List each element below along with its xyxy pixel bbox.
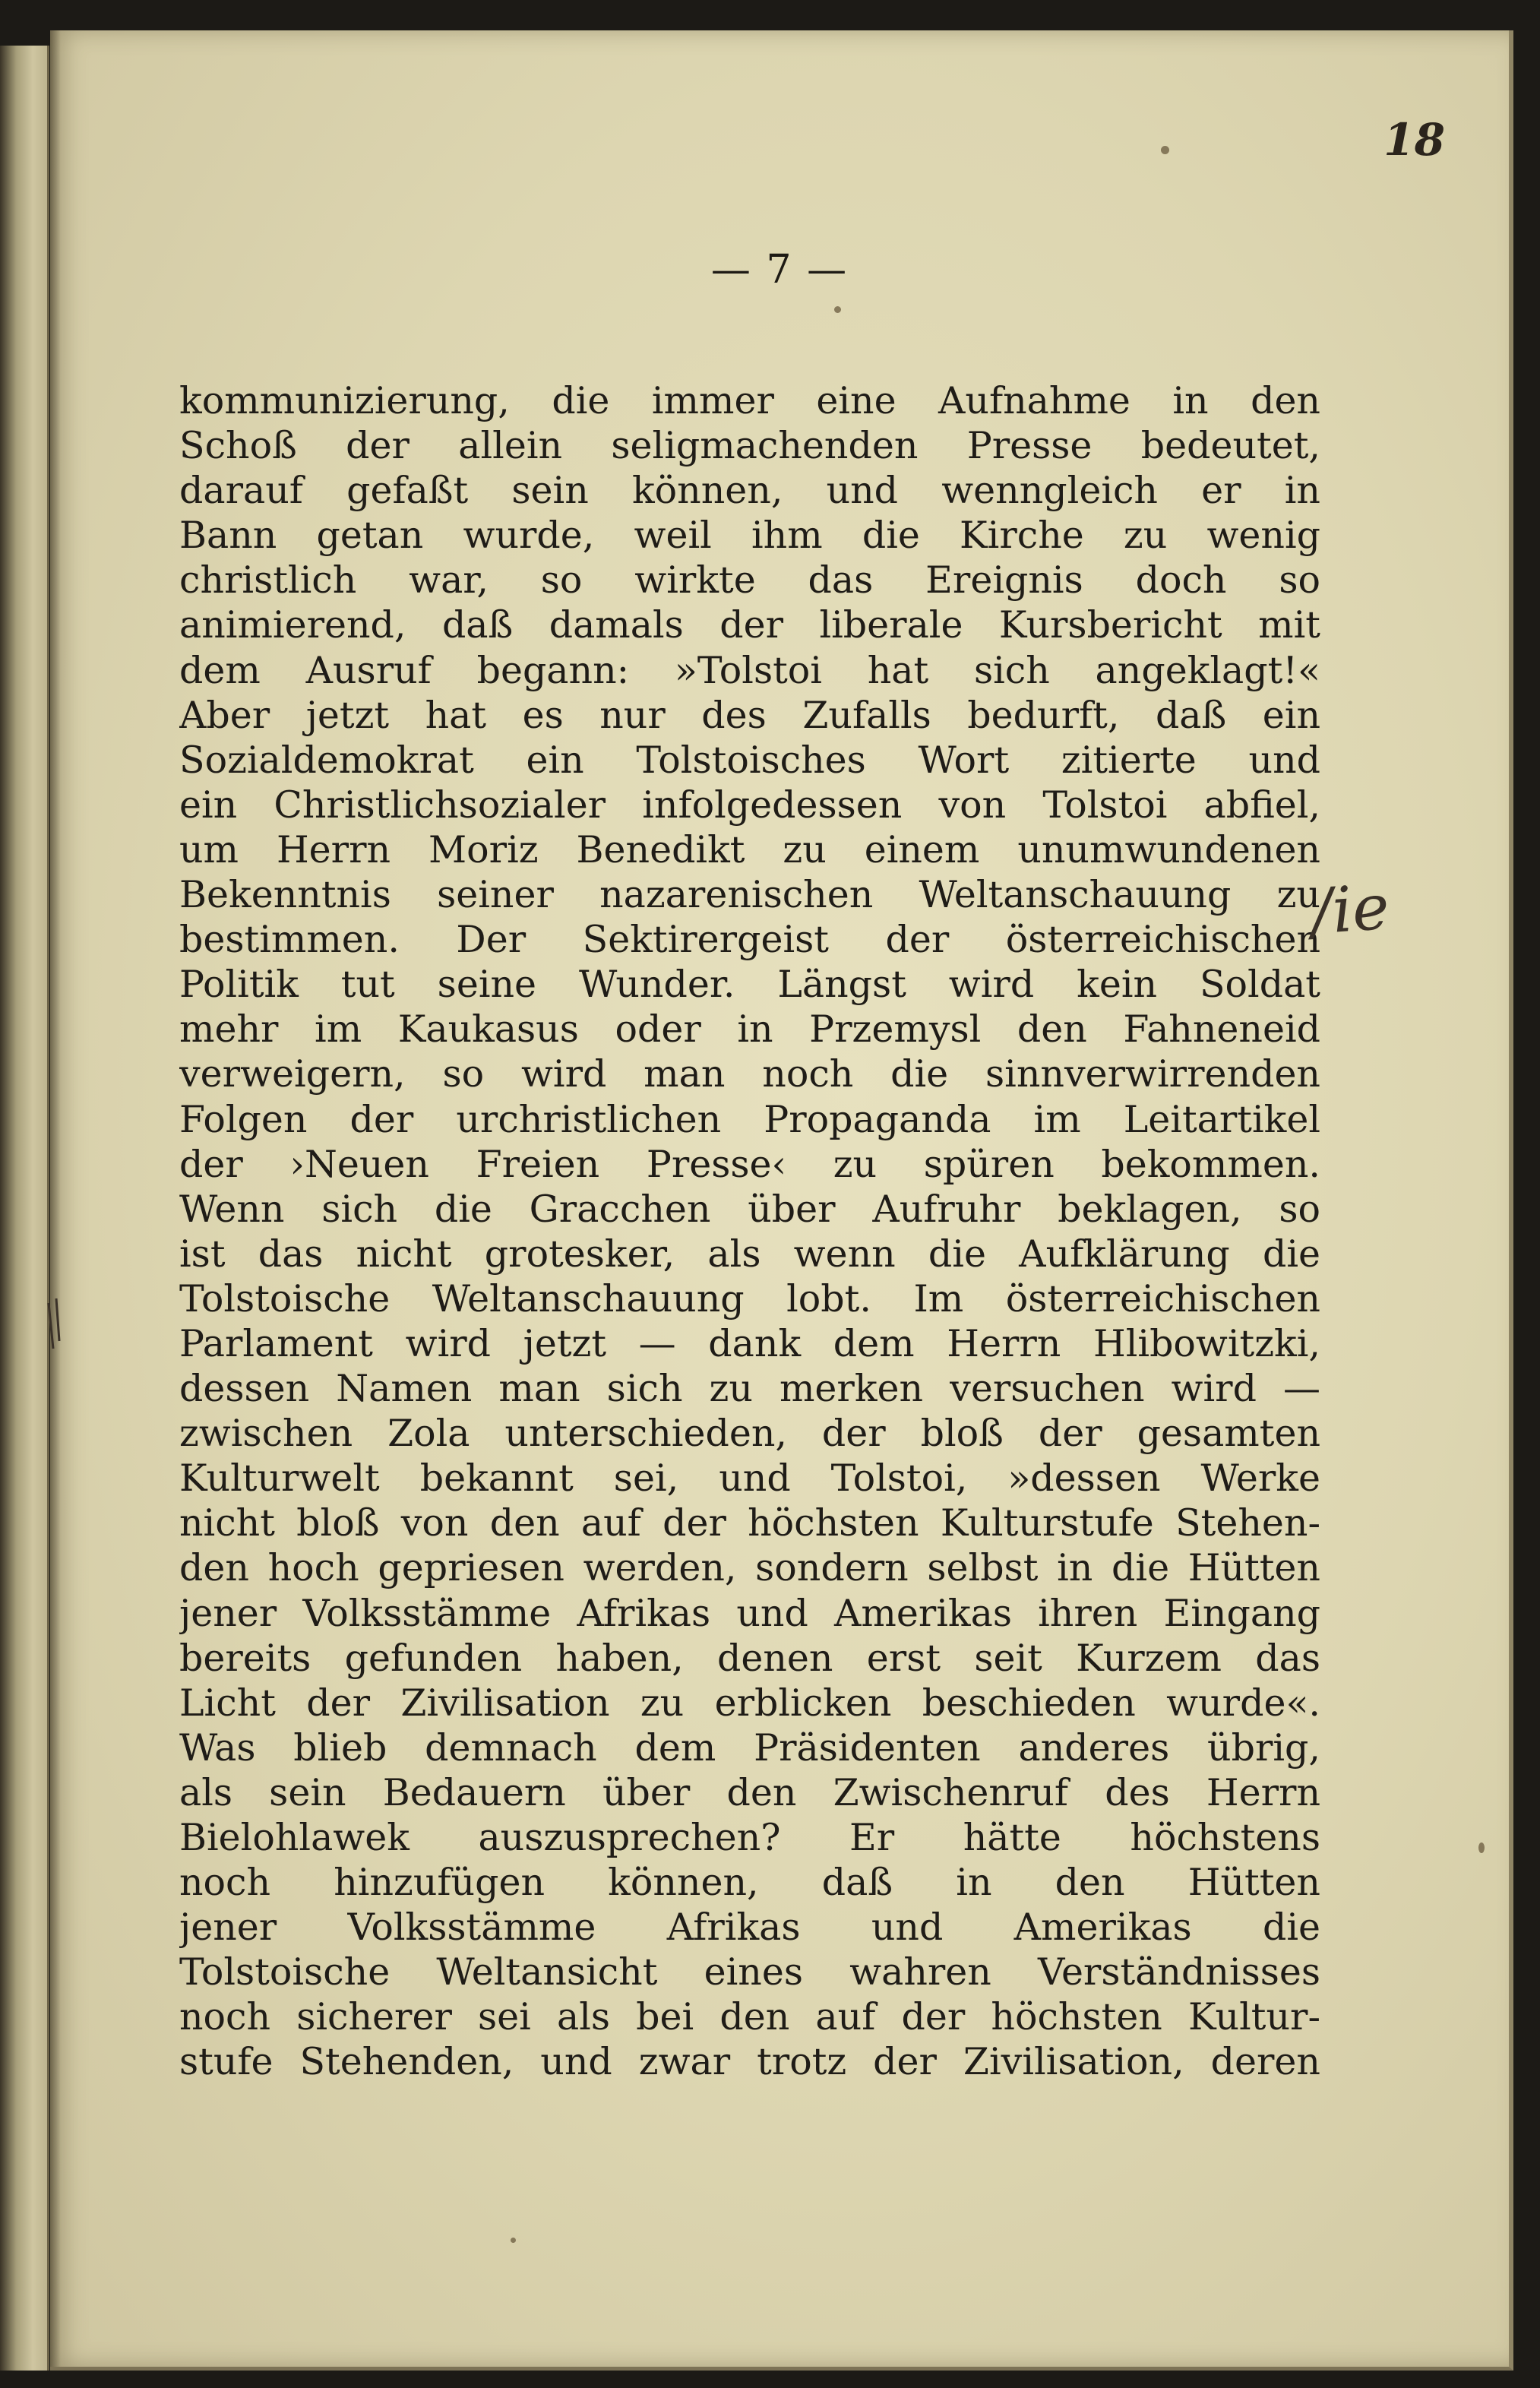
text-line: christlich war, so wirkte das Ereignis doch so bbox=[179, 558, 1320, 603]
left-page-edge bbox=[0, 46, 49, 2371]
paper-speck bbox=[1161, 146, 1169, 154]
text-line: dessen Namen man sich zu merken versuchen wird — bbox=[179, 1367, 1320, 1411]
text-line: Folgen der urchristlichen Propaganda im Leitartikel bbox=[179, 1097, 1320, 1141]
text-line: um Herrn Moriz Benedikt zu einem unumwundenen bbox=[179, 827, 1320, 871]
text-line: kommunizierung, die immer eine Aufnahme in den bbox=[179, 379, 1320, 422]
text-line: jener Volksstämme Afrikas und Amerikas ihren Eingang bbox=[179, 1591, 1320, 1635]
body-text bbox=[179, 378, 1320, 2085]
text-line: zwischen Zola unterschieden, der bloß der gesamten bbox=[179, 1412, 1320, 1456]
text-line: ist das nicht grotesker, als wenn die Aufklärung die bbox=[179, 1232, 1320, 1276]
text-line: noch sicherer sei als bei den auf der höchsten Kultur- bbox=[179, 1995, 1320, 2039]
text-line: Tolstoische Weltanschauung lobt. Im österreichischen bbox=[179, 1276, 1320, 1321]
text-line: Parlament wird jetzt — dank dem Herrn Hlibowitzki, bbox=[179, 1321, 1320, 1365]
book-page bbox=[50, 30, 1513, 2371]
text-line: dem Ausruf begann: »Tolstoi hat sich angeklagt!« bbox=[179, 648, 1320, 692]
text-line: darauf gefaßt sein können, und wenngleich er in bbox=[179, 469, 1320, 513]
text-line: mehr im Kaukasus oder in Przemysl den Fahneneid bbox=[179, 1007, 1320, 1052]
text-line: Kulturwelt bekannt sei, und Tolstoi, »dessen Werke bbox=[179, 1457, 1320, 1501]
text-line: nicht bloß von den auf der höchsten Kulturstufe Stehen- bbox=[179, 1501, 1320, 1545]
text-line: Schoß der allein seligmachenden Presse bedeutet, bbox=[179, 424, 1320, 468]
text-line: Aber jetzt hat es nur des Zufalls bedurft, daß ein bbox=[179, 693, 1320, 737]
text-line: animierend, daß damals der liberale Kursbericht mit bbox=[179, 603, 1320, 647]
text-line: Bielohlawek auszusprechen? Er hätte höchstens bbox=[179, 1816, 1320, 1859]
text-line: ein Christlichsozialer infolgedessen von Tolstoi abfiel, bbox=[179, 783, 1320, 827]
text-line: als sein Bedauern über den Zwischenruf des Herrn bbox=[179, 1770, 1320, 1814]
text-line: noch hinzufügen können, daß in den Hütten bbox=[179, 1861, 1320, 1905]
text-line: bestimmen. Der Sektirergeist der österreichischen bbox=[179, 918, 1320, 962]
page-fold-shadow bbox=[50, 30, 61, 2367]
text-line: den hoch gepriesen werden, sondern selbst in die Hütten bbox=[179, 1546, 1320, 1590]
text-line: Bann getan wurde, weil ihm die Kirche zu wenig bbox=[179, 514, 1320, 558]
text-line: verweigern, so wird man noch die sinnverwirrenden bbox=[179, 1052, 1320, 1096]
handwritten-margin-note: /ie bbox=[1308, 871, 1392, 949]
text-line: Sozialdemokrat ein Tolstoisches Wort zitierte und bbox=[179, 738, 1320, 782]
text-line: Tolstoische Weltansicht eines wahren Verständnisses bbox=[179, 1950, 1320, 1994]
text-line: Was blieb demnach dem Präsidenten anderes übrig, bbox=[179, 1725, 1320, 1770]
text-line: stufe Stehenden, und zwar trotz der Zivilisation, deren bbox=[179, 2040, 1320, 2084]
text-line: Licht der Zivilisation zu erblicken beschieden wurde«. bbox=[179, 1681, 1320, 1725]
paper-speck bbox=[834, 306, 841, 313]
pencil-mark-icon bbox=[43, 1295, 65, 1356]
text-line: Wenn sich die Gracchen über Aufruhr beklagen, so bbox=[179, 1187, 1320, 1231]
text-line: jener Volksstämme Afrikas und Amerikas die bbox=[179, 1906, 1320, 1950]
archive-number: 18 bbox=[1383, 114, 1445, 166]
text-line: Politik tut seine Wunder. Längst wird kein Soldat bbox=[179, 963, 1320, 1007]
text-line: Bekenntnis seiner nazarenischen Weltanschauung zu bbox=[179, 873, 1320, 917]
text-line: bereits gefunden haben, denen erst seit Kurzem das bbox=[179, 1636, 1320, 1680]
paper-speck bbox=[511, 2238, 516, 2243]
text-line: der ›Neuen Freien Presse‹ zu spüren bekommen. bbox=[179, 1142, 1320, 1186]
page-number: — 7 — bbox=[710, 247, 849, 293]
paper-speck bbox=[1478, 1842, 1485, 1853]
